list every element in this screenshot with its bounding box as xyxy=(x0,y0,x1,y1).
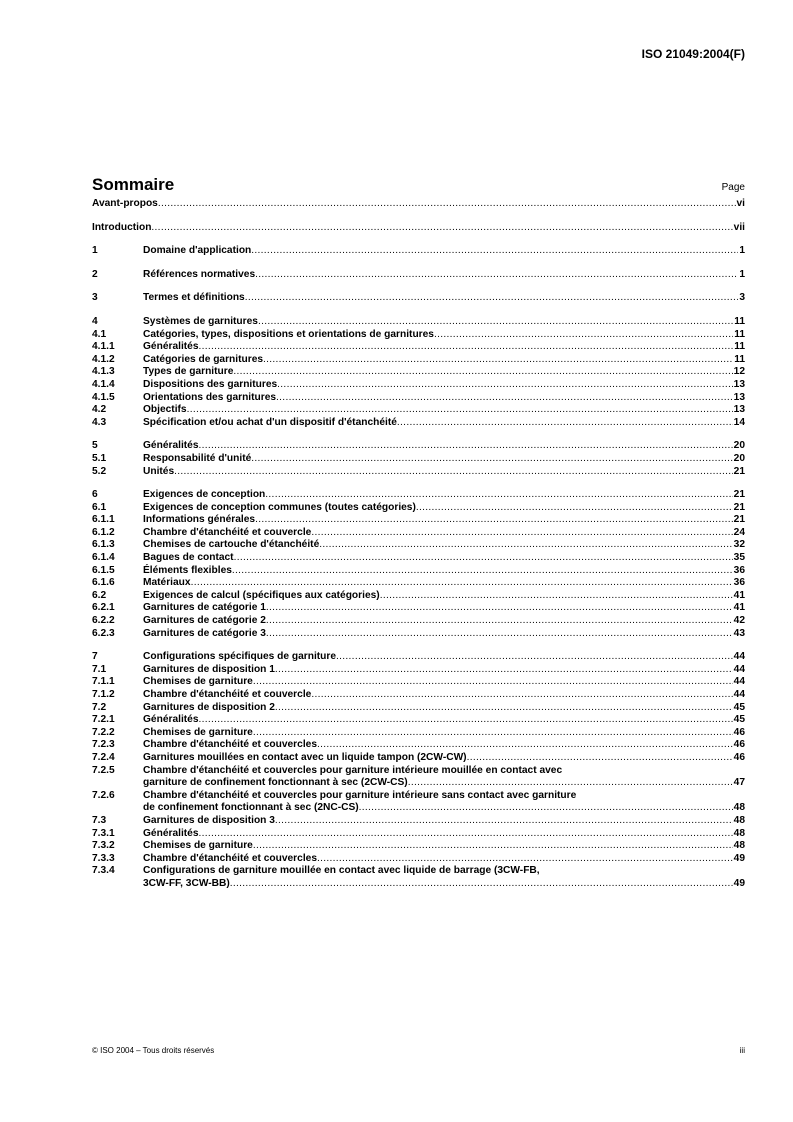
toc-entry-number: 6.2.1 xyxy=(92,602,115,614)
toc-entry-title: Unités xyxy=(143,465,175,477)
toc-entry-title: Chambre d'étanchéité et couvercle xyxy=(143,689,312,700)
toc-entry[interactable] xyxy=(92,354,745,367)
leader-dots xyxy=(277,379,732,392)
leader-dots xyxy=(397,417,733,430)
toc-entry-title: Orientations des garnitures xyxy=(143,391,277,403)
toc-entry-title: Garnitures de disposition 1 xyxy=(143,663,275,675)
toc-entry-page: 13 xyxy=(733,404,745,416)
toc-entry-number: 4.1.5 xyxy=(92,391,115,403)
toc-entry-page: 1 xyxy=(739,268,745,280)
leader-dots xyxy=(174,466,733,479)
leader-dots xyxy=(408,777,733,790)
toc-entry[interactable] xyxy=(92,853,745,866)
leader-dots xyxy=(253,840,733,853)
toc-entry-page: 44 xyxy=(733,651,745,663)
toc-entry-title: Garnitures de catégorie 1 xyxy=(143,602,266,614)
toc-entry[interactable] xyxy=(92,502,745,515)
leader-dots xyxy=(311,689,732,702)
toc-entry-title: Dispositions des garnitures xyxy=(143,378,278,390)
toc-entry-title-continued: 3CW-FF, 3CW-BB) xyxy=(143,877,230,889)
toc-entry-page: 11 xyxy=(734,353,745,365)
toc-entry-continuation[interactable] xyxy=(92,878,745,891)
toc-entry-page: 46 xyxy=(733,751,745,763)
toc-entry-page: vii xyxy=(733,221,745,233)
leader-dots xyxy=(255,514,733,527)
toc-entry[interactable] xyxy=(92,752,745,765)
toc-entry-page: 49 xyxy=(733,877,745,889)
toc-entry-indent xyxy=(92,802,143,815)
toc-entry-page: 43 xyxy=(733,627,745,639)
toc-entry-page: 13 xyxy=(733,391,745,403)
toc-entry-page: vi xyxy=(736,198,745,209)
toc-entry-page: 46 xyxy=(733,739,745,751)
toc-entry[interactable] xyxy=(92,440,745,453)
toc-entry[interactable] xyxy=(92,392,745,405)
toc-entry-page: 20 xyxy=(733,440,745,452)
toc-entry[interactable] xyxy=(92,602,745,615)
page-column-label: Page xyxy=(721,182,745,193)
toc-entry-title: Garnitures mouillées en contact avec un liquide tampon (2CW-CW) xyxy=(143,751,467,763)
toc-entry[interactable] xyxy=(92,222,745,235)
toc-entry-page: 44 xyxy=(733,663,745,675)
toc-entry[interactable] xyxy=(92,489,745,502)
toc-entry-indent xyxy=(92,777,143,790)
toc-entry-title: Avant-propos xyxy=(92,198,158,209)
toc-entry-number: 7.3.4 xyxy=(92,865,115,877)
toc-entry-number: 4 xyxy=(92,315,98,327)
toc-entry-number: 7.1.1 xyxy=(92,676,115,688)
toc-entry-number: 7.2.1 xyxy=(92,714,115,726)
toc-entry-number: 7.3.2 xyxy=(92,840,115,852)
toc-entry[interactable] xyxy=(92,527,745,540)
toc-entry[interactable] xyxy=(92,727,745,740)
leader-dots xyxy=(275,702,733,715)
toc-entry[interactable] xyxy=(92,366,745,379)
leader-dots xyxy=(265,489,732,502)
toc-entry-page: 36 xyxy=(733,564,745,576)
toc-entry-title: Généralités xyxy=(143,714,199,726)
toc-entry-title: Types de garniture xyxy=(143,366,234,378)
toc-entry-title: Systèmes de garnitures xyxy=(143,315,258,327)
toc-entry-number: 7.2.6 xyxy=(92,789,115,801)
toc-entry-number: 7.2.2 xyxy=(92,726,115,738)
document-id: ISO 21049:2004(F) xyxy=(641,47,745,61)
toc-entry-title: Chambre d'étanchéité et couvercles pour garniture intérieure mouillée en contact avec xyxy=(143,764,563,776)
leader-dots xyxy=(158,198,736,211)
toc-entry-page: 46 xyxy=(733,726,745,738)
toc-entry-number: 5.2 xyxy=(92,465,107,477)
leader-dots xyxy=(319,539,732,552)
toc-entry-title: Domaine d'application xyxy=(143,245,252,257)
toc-entry-page: 13 xyxy=(733,378,745,390)
toc-entry-number: 4.1.4 xyxy=(92,378,115,390)
toc-entry-title: Catégories, types, dispositions et orientations de garnitures xyxy=(143,328,434,340)
toc-entry[interactable] xyxy=(92,466,745,479)
toc-entry-page: 41 xyxy=(733,589,745,601)
toc-entry-number: 4.3 xyxy=(92,416,107,428)
toc-entry[interactable] xyxy=(92,198,745,211)
leader-dots xyxy=(233,366,732,379)
toc-entry-number: 2 xyxy=(92,268,98,280)
leader-dots xyxy=(230,878,733,891)
toc-entry-page: 21 xyxy=(733,501,745,513)
leader-dots xyxy=(359,802,733,815)
toc-entry-title: Généralités xyxy=(143,341,199,353)
toc-entry-continuation[interactable] xyxy=(92,802,745,815)
toc-entry-number: 7.3.3 xyxy=(92,852,115,864)
toc-entry[interactable] xyxy=(92,828,745,841)
footer-copyright: © ISO 2004 – Tous droits réservés xyxy=(92,1046,215,1055)
toc-entry[interactable] xyxy=(92,689,745,702)
toc-entry-title: Exigences de conception xyxy=(143,489,266,501)
toc-entry[interactable] xyxy=(92,269,745,282)
toc-entry-number: 7.2.5 xyxy=(92,764,115,776)
toc-entry-page: 21 xyxy=(733,514,745,526)
leader-dots xyxy=(311,527,732,540)
toc-entry-number: 4.2 xyxy=(92,404,107,416)
toc-entry[interactable] xyxy=(92,404,745,417)
toc-entry-number: 6.2.2 xyxy=(92,615,115,627)
toc-entry-title: Informations générales xyxy=(143,514,256,526)
leader-dots xyxy=(255,269,738,282)
toc-entry-title-continued: garniture de confinement fonctionnant à sec (2CW-CS) xyxy=(143,777,408,789)
toc-entry-title: Bagues de contact xyxy=(143,552,234,564)
toc-entry-number: 7.3.1 xyxy=(92,827,115,839)
toc-entry[interactable] xyxy=(92,664,745,677)
toc-entry-page: 48 xyxy=(733,827,745,839)
toc-entry[interactable] xyxy=(92,379,745,392)
toc-entry[interactable] xyxy=(92,329,745,342)
toc-entry-number: 7.1.2 xyxy=(92,689,115,700)
toc-entry-number: 7.1 xyxy=(92,663,107,675)
leader-dots xyxy=(434,329,733,342)
toc-entry-title: Objectifs xyxy=(143,404,187,416)
toc-entry[interactable] xyxy=(92,714,745,727)
toc-entry-number: 4.1 xyxy=(92,328,107,340)
leader-dots xyxy=(276,392,733,405)
leader-dots xyxy=(416,502,733,515)
toc-entry-title: Garnitures de catégorie 2 xyxy=(143,615,266,627)
toc-entry-page: 20 xyxy=(733,452,745,464)
toc-entry-number: 3 xyxy=(92,292,98,304)
toc-entry-title: Exigences de calcul (spécifiques aux catégories) xyxy=(143,589,380,601)
toc-entry-page: 24 xyxy=(733,526,745,538)
leader-dots xyxy=(199,341,734,354)
toc-entry-number: 4.1.1 xyxy=(92,341,115,353)
toc-entry-title-continued: de confinement fonctionnant à sec (2NC-CS) xyxy=(143,802,359,814)
toc-entry[interactable] xyxy=(92,628,745,641)
toc-entry-page: 21 xyxy=(733,465,745,477)
toc-entry-title: Chambre d'étanchéité et couvercle xyxy=(143,526,312,538)
leader-dots xyxy=(253,727,733,740)
toc-entry-title: Introduction xyxy=(92,221,152,233)
leader-dots xyxy=(199,828,733,841)
leader-dots xyxy=(266,628,733,641)
toc-entry-page: 44 xyxy=(733,676,745,688)
toc-entry[interactable] xyxy=(92,316,745,329)
toc-entry-number: 6.1.6 xyxy=(92,577,115,589)
toc-entry-title: Généralités xyxy=(143,827,199,839)
toc-entry-title: Chambre d'étanchéité et couvercles pour garniture intérieure sans contact avec garniture xyxy=(143,789,577,801)
toc-entry-number: 1 xyxy=(92,245,98,257)
toc-entry-page: 32 xyxy=(733,539,745,551)
toc-entry[interactable] xyxy=(92,514,745,527)
toc-entry-page: 45 xyxy=(733,701,745,713)
toc-entry-number: 4.1.3 xyxy=(92,366,115,378)
toc-entry-title: Références normatives xyxy=(143,268,256,280)
toc-entry-number: 7.3 xyxy=(92,814,107,826)
toc-entry-page: 41 xyxy=(733,602,745,614)
toc-entry[interactable] xyxy=(92,765,745,778)
toc-entry-page: 48 xyxy=(733,840,745,852)
leader-dots xyxy=(251,245,738,258)
toc-entry-number: 6.1.2 xyxy=(92,526,115,538)
toc-entry-number: 5.1 xyxy=(92,452,107,464)
toc-entry-number: 7.2.4 xyxy=(92,751,115,763)
toc-entry[interactable] xyxy=(92,245,745,258)
toc-entry-number: 6.2.3 xyxy=(92,627,115,639)
leader-dots xyxy=(199,714,733,727)
toc-entry-number: 6 xyxy=(92,489,98,501)
toc-entry-title: Configurations spécifiques de garniture xyxy=(143,651,337,663)
toc-entry-title: Éléments flexibles xyxy=(143,564,232,576)
toc-entry-number: 7.2.3 xyxy=(92,739,115,751)
leader-dots xyxy=(317,739,733,752)
toc-entry-indent xyxy=(92,878,143,891)
toc-entry[interactable] xyxy=(92,292,745,305)
toc-entry[interactable] xyxy=(92,790,745,803)
toc-entry[interactable] xyxy=(92,341,745,354)
toc-entry[interactable] xyxy=(92,577,745,590)
leader-dots xyxy=(263,354,733,367)
toc-entry-number: 6.1.5 xyxy=(92,564,115,576)
toc-entry-title: Spécification et/ou achat d'un dispositif d'étanchéité xyxy=(143,416,397,428)
toc-entry-page: 48 xyxy=(733,814,745,826)
leader-dots xyxy=(191,577,733,590)
leader-dots xyxy=(234,552,733,565)
toc-entry-page: 21 xyxy=(733,489,745,501)
toc-entry-page: 3 xyxy=(739,292,745,304)
leader-dots xyxy=(467,752,733,765)
toc-entry-page: 14 xyxy=(733,416,745,428)
toc-entry[interactable] xyxy=(92,453,745,466)
toc-entry-title: Responsabilité d'unité xyxy=(143,452,252,464)
toc-entry-title: Catégories de garnitures xyxy=(143,353,264,365)
leader-dots xyxy=(245,292,739,305)
table-of-contents xyxy=(92,198,745,891)
toc-entry[interactable] xyxy=(92,417,745,430)
toc-entry-page: 35 xyxy=(733,552,745,564)
leader-dots xyxy=(187,404,733,417)
leader-dots xyxy=(336,651,733,664)
toc-entry[interactable] xyxy=(92,865,745,878)
toc-entry-title: Configurations de garniture mouillée en contact avec liquide de barrage (3CW-FB, xyxy=(143,865,540,877)
leader-dots xyxy=(258,316,733,329)
toc-entry-page: 11 xyxy=(734,341,745,353)
leader-dots xyxy=(275,664,733,677)
toc-entry-title: Chemises de garniture xyxy=(143,726,253,738)
toc-entry-title: Termes et définitions xyxy=(143,292,245,304)
toc-entry-page: 44 xyxy=(733,689,745,700)
leader-dots xyxy=(266,615,733,628)
toc-entry[interactable] xyxy=(92,565,745,578)
leader-dots xyxy=(266,602,733,615)
toc-entry[interactable] xyxy=(92,702,745,715)
toc-entry[interactable] xyxy=(92,590,745,603)
toc-entry-page: 48 xyxy=(733,802,745,814)
toc-entry-number: 7 xyxy=(92,651,98,663)
toc-entry-continuation[interactable] xyxy=(92,777,745,790)
toc-entry[interactable] xyxy=(92,676,745,689)
leader-dots xyxy=(232,565,733,578)
toc-entry-number: 6.1 xyxy=(92,501,107,513)
toc-entry[interactable] xyxy=(92,651,745,664)
toc-entry[interactable] xyxy=(92,840,745,853)
toc-entry-number: 6.2 xyxy=(92,589,107,601)
toc-entry-page: 45 xyxy=(733,714,745,726)
toc-entry-title: Matériaux xyxy=(143,577,191,589)
toc-entry-title: Garnitures de catégorie 3 xyxy=(143,627,266,639)
toc-entry-number: 6.1.4 xyxy=(92,552,115,564)
toc-entry-page: 11 xyxy=(734,328,745,340)
toc-entry-page: 1 xyxy=(739,245,745,257)
leader-dots xyxy=(151,222,732,235)
toc-entry-page: 42 xyxy=(733,615,745,627)
leader-dots xyxy=(251,453,732,466)
toc-entry-number: 5 xyxy=(92,440,98,452)
page-title: Sommaire xyxy=(92,175,175,194)
toc-entry-number: 6.1.1 xyxy=(92,514,115,526)
toc-entry-title: Chambre d'étanchéité et couvercles xyxy=(143,852,317,864)
toc-entry-title: Généralités xyxy=(143,440,199,452)
leader-dots xyxy=(199,440,733,453)
toc-entry-page: 49 xyxy=(733,852,745,864)
toc-entry[interactable] xyxy=(92,539,745,552)
toc-entry[interactable] xyxy=(92,615,745,628)
leader-dots xyxy=(317,853,733,866)
toc-entry[interactable] xyxy=(92,815,745,828)
toc-entry[interactable] xyxy=(92,739,745,752)
toc-entry-page: 12 xyxy=(733,366,745,378)
toc-entry-page: 36 xyxy=(733,577,745,589)
toc-entry-title: Garnitures de disposition 3 xyxy=(143,814,275,826)
leader-dots xyxy=(275,815,733,828)
toc-entry-title: Exigences de conception communes (toutes catégories) xyxy=(143,501,416,513)
toc-entry-title: Chemises de garniture xyxy=(143,676,253,688)
toc-entry[interactable] xyxy=(92,552,745,565)
leader-dots xyxy=(253,676,733,689)
toc-entry-number: 4.1.2 xyxy=(92,353,115,365)
leader-dots xyxy=(380,590,733,603)
toc-entry-title: Chemises de cartouche d'étanchéité xyxy=(143,539,320,551)
toc-entry-title: Chambre d'étanchéité et couvercles xyxy=(143,739,317,751)
toc-entry-page: 11 xyxy=(734,315,745,327)
footer-page-number: iii xyxy=(739,1046,745,1055)
toc-entry-title: Garnitures de disposition 2 xyxy=(143,701,275,713)
toc-entry-number: 6.1.3 xyxy=(92,539,115,551)
toc-entry-title: Chemises de garniture xyxy=(143,840,253,852)
toc-entry-number: 7.2 xyxy=(92,701,107,713)
toc-entry-page: 47 xyxy=(733,777,745,789)
